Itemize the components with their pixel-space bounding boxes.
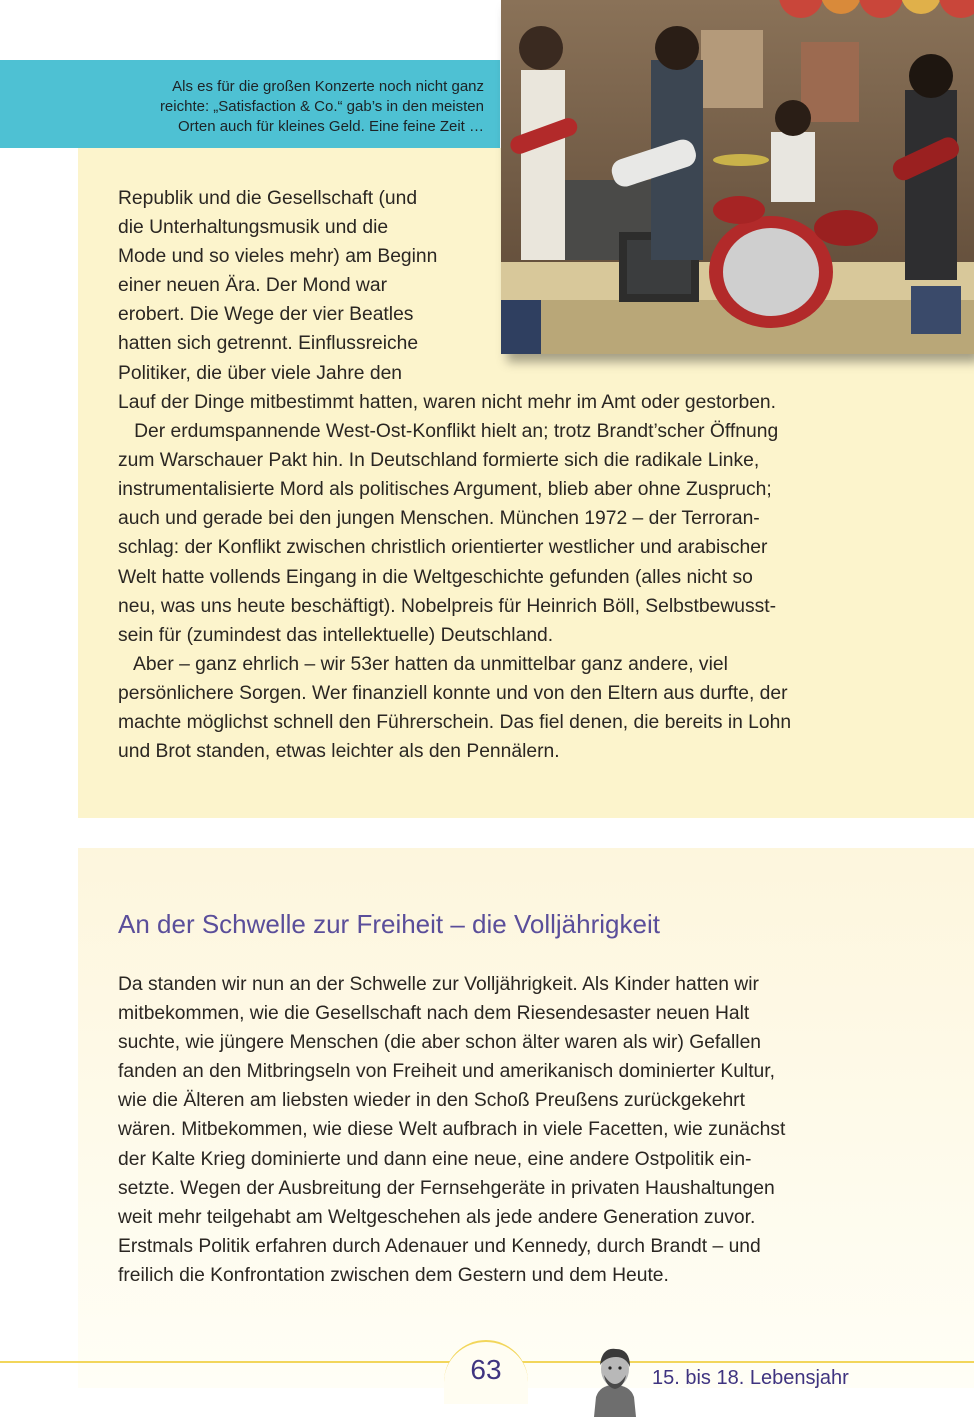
text-line: schlag: der Konflikt zwischen christlich orientierter westlicher und arabischer bbox=[118, 537, 768, 559]
photo-caption: Als es für die großen Konzerte noch nicht ganz reichte: „Satisfaction & Co.“ gab’s in den meisten Orten auch für kleines Geld. Eine feine Zeit … bbox=[159, 78, 484, 135]
text-line: Politiker, die über viele Jahre den bbox=[118, 362, 403, 384]
text-line: erobert. Die Wege der vier Beatles bbox=[118, 304, 414, 326]
band-photo-icon bbox=[501, 0, 974, 354]
text-line: Der erdumspannende West-Ost-Konflikt hielt an; trotz Brandt’scher Öffnung bbox=[118, 421, 779, 443]
text-line: der Kalte Krieg dominierte und dann eine neue, eine andere Ostpolitik ein- bbox=[118, 1148, 752, 1170]
text-line: setzte. Wegen der Ausbreitung der Fernsehgeräte in privaten Haushaltungen bbox=[118, 1177, 775, 1199]
section-title: An der Schwelle zur Freiheit – die Volljährigkeit bbox=[118, 909, 660, 939]
text-line: neu, was uns heute beschäftigt). Nobelpreis für Heinrich Böll, Selbstbewusst- bbox=[118, 595, 777, 617]
text-line: und Brot standen, etwas leichter als den Pennälern. bbox=[118, 741, 560, 763]
text-line: fanden an den Mitbringseln von Freiheit und amerikanisch dominierter Kultur, bbox=[118, 1061, 775, 1083]
text-line: Da standen wir nun an der Schwelle zur Volljährigkeit. Als Kinder hatten wir bbox=[118, 974, 759, 995]
text-line: machte möglichst schnell den Führerschein. Das fiel denen, die bereits in Lohn bbox=[118, 712, 792, 734]
text-line: wären. Mitbekommen, wie diese Welt aufbrach in viele Facetten, wie zunächst bbox=[118, 1119, 786, 1141]
text-line: suchte, wie jüngere Menschen (die aber schon älter waren als wir) Gefallen bbox=[118, 1032, 762, 1054]
intro-text-wide bbox=[118, 388, 791, 766]
text-line: wie die Älteren am liebsten wieder in den Schoß Preußens zurückgekehrt bbox=[118, 1090, 745, 1112]
portrait-icon bbox=[586, 1341, 644, 1417]
intro-text-narrow bbox=[118, 184, 437, 388]
text-line: Mode und so vieles mehr) am Beginn bbox=[118, 246, 438, 268]
section-text bbox=[118, 970, 785, 1290]
text-line: hatten sich getrennt. Einflussreiche bbox=[118, 333, 419, 355]
text-line: Erstmals Politik erfahren durch Adenauer und Kennedy, durch Brandt – und bbox=[118, 1235, 761, 1257]
page-number: 63 bbox=[470, 1354, 502, 1385]
text-line: die Unterhaltungsmusik und die bbox=[118, 217, 389, 239]
text-line: weit mehr teilgehabt am Weltgeschehen als jede andere Generation zuvor. bbox=[118, 1206, 756, 1228]
text-line: Aber – ganz ehrlich – wir 53er hatten da unmittelbar ganz andere, viel bbox=[118, 653, 728, 675]
photo-caption-band bbox=[0, 60, 500, 148]
text-line: mitbekommen, wie die Gesellschaft nach dem Riesendesaster neuen Halt bbox=[118, 1003, 750, 1025]
band-photo bbox=[501, 0, 974, 354]
text-line: persönlichere Sorgen. Wer finanziell konnte und von den Eltern aus durfte, der bbox=[118, 682, 788, 704]
text-line: Lauf der Dinge mitbestimmt hatten, waren nicht mehr im Amt oder gestorben. bbox=[118, 392, 777, 413]
running-head: 15. bis 18. Lebensjahr bbox=[652, 1367, 849, 1389]
text-line: auch und gerade bei den jungen Menschen. München 1972 – der Terroran- bbox=[118, 508, 760, 530]
text-line: Republik und die Gesellschaft (und bbox=[118, 188, 418, 209]
text-line: zum Warschauer Pakt hin. In Deutschland formierte sich die radikale Linke, bbox=[118, 450, 760, 472]
text-line: instrumentalisierte Mord als politisches Argument, blieb aber ohne Zuspruch; bbox=[118, 479, 772, 501]
text-line: sein für (zumindest das intellektuelle) Deutschland. bbox=[118, 624, 554, 646]
text-line: einer neuen Ära. Der Mond war bbox=[118, 275, 388, 297]
text-line: Welt hatte vollends Eingang in die Weltgeschichte gefunden (alles nicht so bbox=[118, 566, 753, 588]
text-line: freilich die Konfrontation zwischen dem Gestern und dem Heute. bbox=[118, 1264, 669, 1286]
